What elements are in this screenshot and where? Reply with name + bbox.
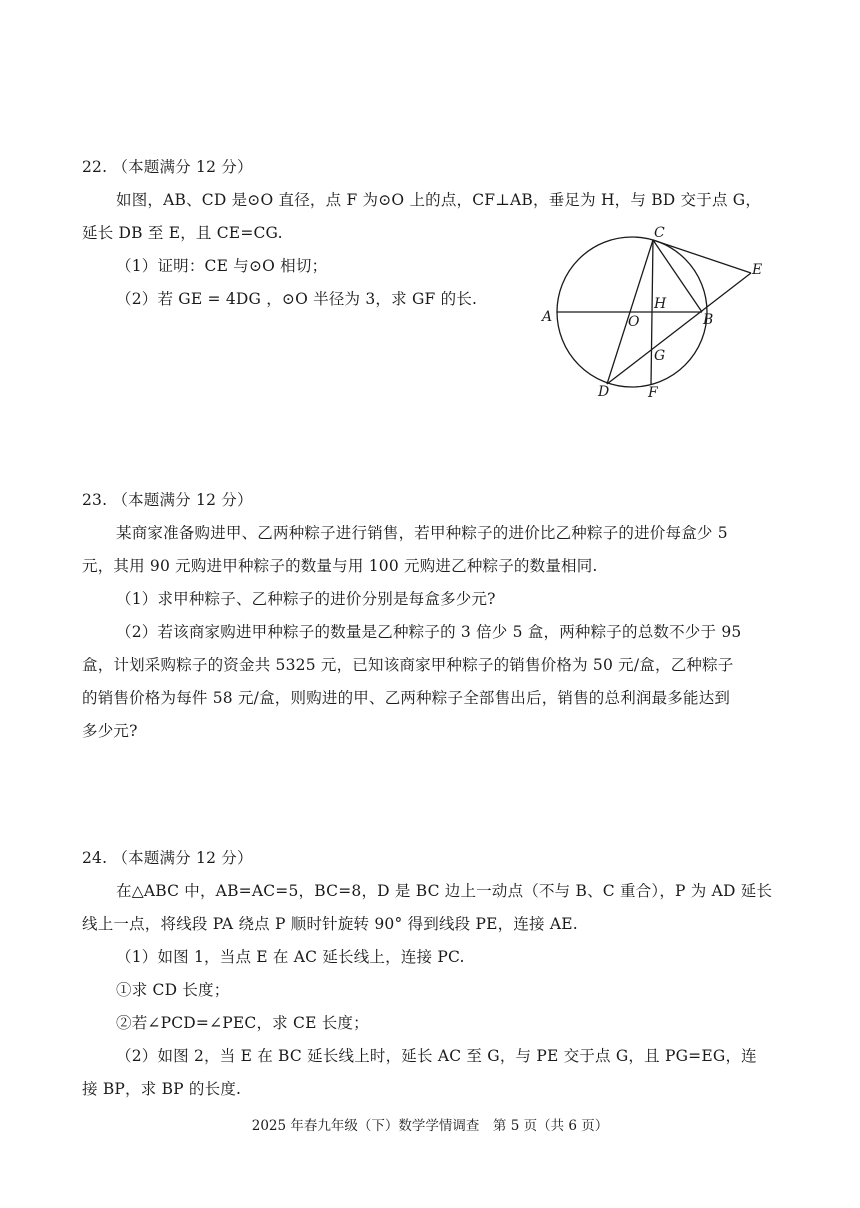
q24-header: 24. （本题满分 12 分）: [82, 849, 253, 867]
q24-part1: （1）如图 1，当点 E 在 AC 延长线上，连接 PC.: [116, 948, 465, 966]
q23-text-line1: 某商家准备购进甲、乙两种粽子进行销售，若甲种粽子的进价比乙种粽子的进价每盒少 5: [116, 524, 728, 542]
q23-part2-line1: （2）若该商家购进甲种粽子的数量是乙种粽子的 3 倍少 5 盒，两种粽子的总数不少于 95: [116, 623, 742, 641]
q22-header: 22. （本题满分 12 分）: [82, 158, 253, 176]
q23-part2-line2: 盒，计划采购粽子的资金共 5325 元，已知该商家甲种粽子的销售价格为 50 元/盒，乙种粽子: [82, 656, 734, 674]
label-f: F: [648, 385, 658, 401]
label-g: G: [654, 348, 666, 364]
q22-part2: （2）若 GE = 4DG ，⊙O 半径为 3，求 GF 的长.: [116, 290, 478, 308]
q24-text-line1: 在△ABC 中，AB=AC=5，BC=8，D 是 BC 边上一动点（不与 B、C 重合），P 为 AD 延长: [116, 882, 773, 900]
label-h: H: [654, 296, 667, 312]
q22-text-line1: 如图，AB、CD 是⊙O 直径，点 F 为⊙O 上的点，CF⊥AB，垂足为 H，与 BD 交于点 G，: [116, 191, 762, 209]
label-b: B: [703, 312, 714, 328]
q24-subpart2: ②若∠PCD=∠PEC，求 CE 长度；: [116, 1014, 369, 1032]
label-a: A: [542, 309, 553, 325]
label-d: D: [598, 384, 610, 400]
q22-geometry-figure: [536, 226, 768, 404]
q24-part2-line2: 接 BP，求 BP 的长度.: [82, 1080, 242, 1098]
q23-header: 23. （本题满分 12 分）: [82, 491, 253, 509]
q24-part2-line1: （2）如图 2，当 E 在 BC 延长线上时，延长 AC 至 G，与 PE 交于点 G，且 PG=EG，连: [116, 1047, 757, 1065]
label-e: E: [752, 262, 763, 278]
label-c: C: [654, 226, 665, 241]
q23-part2-line4: 多少元?: [82, 722, 138, 740]
page-footer: 2025 年春九年级（下）数学学情调查 第 5 页（共 6 页）: [251, 1118, 609, 1134]
q23-part2-line3: 的销售价格为每件 58 元/盒，则购进的甲、乙两种粽子全部售出后，销售的总利润最多能达到: [82, 689, 731, 707]
q22-text-line2: 延长 DB 至 E，且 CE=CG.: [82, 224, 283, 242]
line-ce: [653, 240, 751, 273]
q23-part1: （1）求甲种粽子、乙种粽子的进价分别是每盒多少元?: [116, 590, 496, 608]
q24-text-line2: 线上一点，将线段 PA 绕点 P 顺时针旋转 90° 得到线段 PE，连接 AE.: [82, 915, 578, 933]
q22-part1: （1）证明：CE 与⊙O 相切；: [116, 257, 328, 275]
label-o: O: [628, 314, 640, 330]
q23-text-line2: 元，其用 90 元购进甲种粽子的数量与用 100 元购进乙种粽子的数量相同.: [82, 557, 598, 575]
q24-subpart1: ①求 CD 长度；: [116, 981, 230, 999]
